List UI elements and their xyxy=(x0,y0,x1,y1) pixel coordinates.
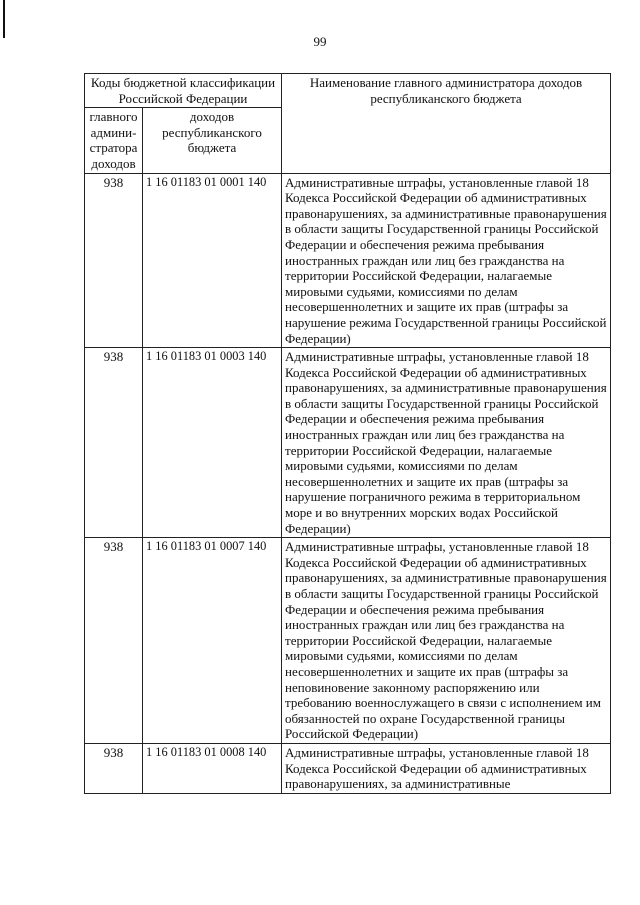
revenue-code-cell: 1 16 01183 01 0003 140 xyxy=(143,348,282,538)
budget-codes-table xyxy=(84,73,611,794)
header-revenue-column: доходов республиканского бюджета xyxy=(143,108,282,173)
header-admin-column: главного админи-стратора доходов xyxy=(85,108,143,173)
revenue-name-cell: Административные штрафы, установленные главой 18 Кодекса Российской Федерации об административных правонарушениях, за административные правонарушения в области защиты Государственной границы Российской Федерации и обеспечения режима пребывания иностранных граждан или лиц без гражданства на территории Российской Федерации, налагаемые мировыми судьями, комиссиями по делам несовершеннолетних и защите их прав (штрафы за нарушение пограничного режима в территориальном море и во внутренних морских водах Российской Федерации) xyxy=(282,348,611,538)
revenue-code-cell: 1 16 01183 01 0001 140 xyxy=(143,173,282,348)
scan-edge-mark xyxy=(3,0,5,38)
revenue-name-cell: Административные штрафы, установленные главой 18 Кодекса Российской Федерации об административных правонарушениях, за административные xyxy=(282,743,611,793)
admin-code-cell: 938 xyxy=(85,348,143,538)
page-number: 99 xyxy=(313,34,327,49)
admin-code-cell: 938 xyxy=(85,743,143,793)
header-codes-group: Коды бюджетной классификации Российской Федерации xyxy=(85,74,282,108)
revenue-name-cell: Административные штрафы, установленные главой 18 Кодекса Российской Федерации об административных правонарушениях, за административные правонарушения в области защиты Государственной границы Российской Федерации и обеспечения режима пребывания иностранных граждан или лиц без гражданства на территории Российской Федерации, налагаемые мировыми судьями, комиссиями по делам несовершеннолетних и защите их прав (штрафы за неповиновение законному распоряжению или требованию военнослужащего в связи с исполнением им обязанностей по охране Государственной границы Российской Федерации) xyxy=(282,538,611,744)
table-row xyxy=(85,538,611,744)
admin-code-cell: 938 xyxy=(85,173,143,348)
revenue-name-cell: Административные штрафы, установленные главой 18 Кодекса Российской Федерации об административных правонарушениях, за административные правонарушения в области защиты Государственной границы Российской Федерации и обеспечения режима пребывания иностранных граждан или лиц без гражданства на территории Российской Федерации, налагаемые мировыми судьями, комиссиями по делам несовершеннолетних и защите их прав (штрафы за нарушение режима Государственной границы Российской Федерации) xyxy=(282,173,611,348)
revenue-code-cell: 1 16 01183 01 0007 140 xyxy=(143,538,282,744)
revenue-code-cell: 1 16 01183 01 0008 140 xyxy=(143,743,282,793)
header-name-column: Наименование главного администратора доходов республиканского бюджета xyxy=(282,74,611,174)
table-row xyxy=(85,173,611,348)
table-row xyxy=(85,348,611,538)
admin-code-cell: 938 xyxy=(85,538,143,744)
table-row xyxy=(85,743,611,793)
